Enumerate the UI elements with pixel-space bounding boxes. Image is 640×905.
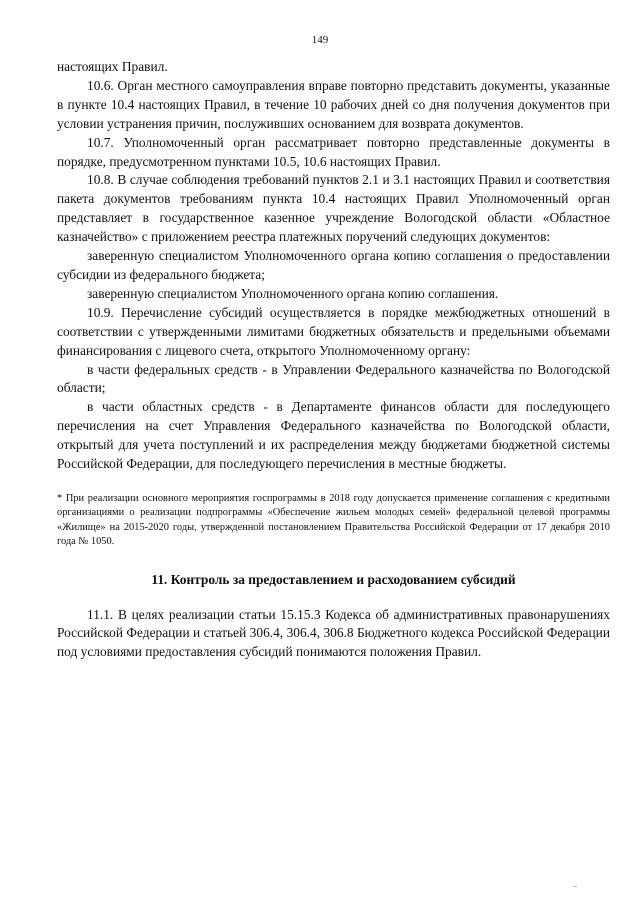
- document-body: [57, 58, 610, 662]
- paragraph-11-1: 11.1. В целях реализации статьи 15.15.3 Кодекса об административных правонарушениях Российской Федерации и статьей 306.4, 306.4, 306.8 Бюджетного кодекса Российской Федерации под условиями предоставления субсидий понимаются положения Правил.: [57, 606, 610, 660]
- paragraph-10-8-item-2: заверенную специалистом Уполномоченного органа копию соглашения.: [87, 285, 499, 301]
- paragraph-10-8-item-1: заверенную специалистом Уполномоченного органа копию соглашения о предоставлении субсидии из федерального бюджета;: [57, 248, 610, 282]
- paragraph-10-8: 10.8. В случае соблюдения требований пунктов 2.1 и 3.1 настоящих Правил и соответствия пакета документов требованиям пункта 10.4 настоящих Правил Уполномоченный орган представляет в государственное казенное учреждение Вологодской области «Областное казначейство» с приложением реестра платежных поручений следующих документов:: [57, 172, 610, 245]
- paragraph-10-6: 10.6. Орган местного самоуправления вправе повторно представить документы, указанные в пункте 10.4 настоящих Правил, в течение 10 рабочих дней со дня получения документов при условии устранения причин, послуживших основанием для возврата документов.: [57, 77, 610, 131]
- scan-mark: [573, 886, 577, 887]
- paragraph-10-9-item-2: в части областных средств - в Департаменте финансов области для последующего перечисления на счет Управления Федерального казначейства по Вологодской области, открытый для учета поступлений и их распределения между бюджетами бюджетной системы Российской Федерации, для последующего перечисления в местные бюджеты.: [57, 399, 610, 472]
- paragraph-10-9-item-1: в части федеральных средств - в Управлении Федерального казначейства по Вологодской области;: [57, 361, 610, 396]
- page-number: 149: [311, 34, 329, 46]
- footnote: * При реализации основного мероприятия госпрограммы в 2018 году допускается применение соглашения с кредитными организациями о реализации подпрограммы «Обеспечение жильем молодых семей» федеральной целевой программы «Жилище» на 2015-2020 годы, утвержденной постановлением Правительства Российской Федерации от 17 декабря 2010 года № 1050.: [57, 492, 610, 548]
- paragraph-10-7: 10.7. Уполномоченный орган рассматривает повторно представленные документы в порядке, предусмотренном пунктами 10.5, 10.6 настоящих Правил.: [57, 134, 610, 169]
- paragraph-continuation: настоящих Правил.: [57, 59, 168, 74]
- section-heading: 11. Контроль за предоставлением и расходованием субсидий: [151, 571, 516, 587]
- paragraph-10-9: 10.9. Перечисление субсидий осуществляется в порядке межбюджетных отношений в соответствии с утвержденными лимитами бюджетных обязательств и предельными объемами финансирования с лицевого счета, открытого Уполномоченному органу:: [57, 304, 610, 358]
